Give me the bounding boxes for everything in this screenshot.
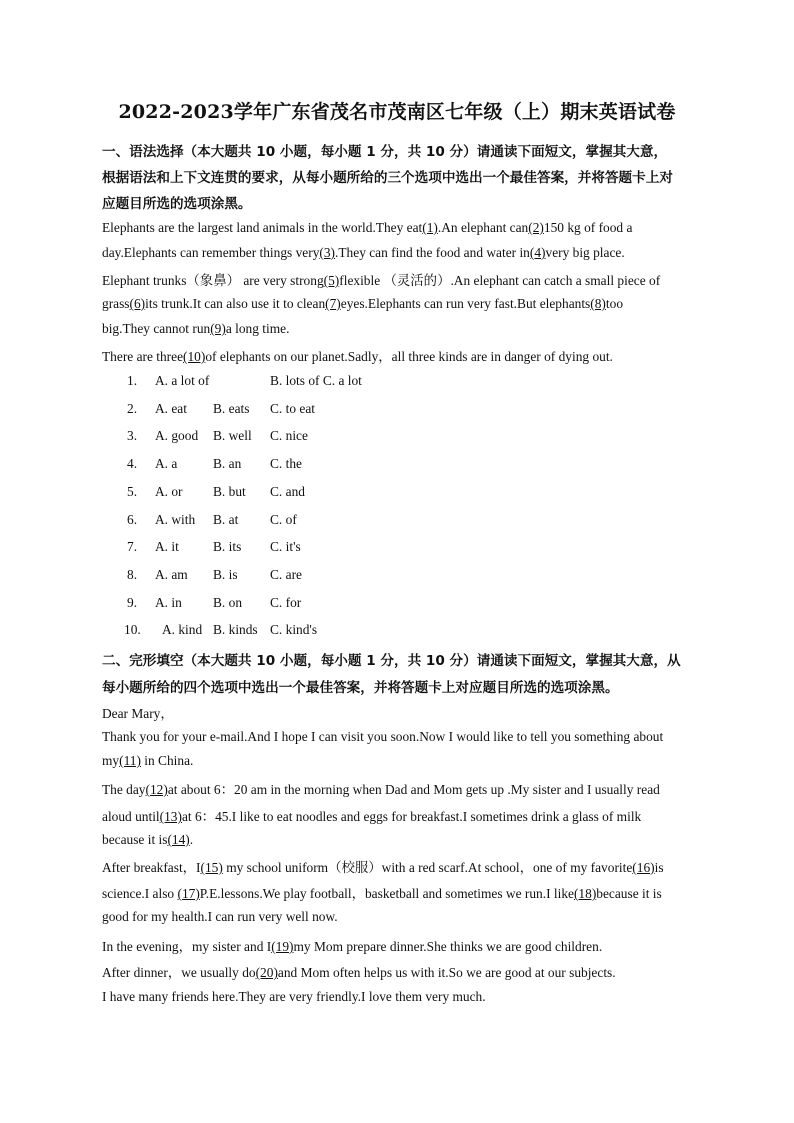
blank-number: (4): [529, 245, 546, 260]
passage-text: at 6：45.I like to eat noodles and eggs for breakfast.I sometimes drink a glass of milk: [181, 809, 642, 824]
passage-text: a long time.: [225, 321, 290, 336]
passage-text: at about 6：20 am in the morning when Dad and Mom gets up .My sister and I usually read: [167, 782, 660, 797]
section1-passage-line: [102, 270, 660, 289]
passage-text: my Mom prepare dinner.She thinks we are good children.: [293, 939, 603, 954]
blank-number: (15): [200, 860, 223, 875]
passage-text: in China.: [140, 753, 194, 768]
option-b: B. kinds: [213, 622, 258, 638]
section2-passage-line: [102, 753, 193, 769]
section1-passage-line: [102, 346, 613, 365]
passage-text: P.E.lessons.We play football，basketball and sometimes we run.I like: [199, 886, 574, 901]
section2-heading-line: 二、完形填空（本大题共 10 小题，每小题 1 分，共 10 分）请通读下面短文，掌握其大意，从: [102, 653, 681, 669]
option-b: B. lots of C. a lot: [270, 373, 362, 388]
option-a: A. or: [155, 483, 183, 499]
section2-passage-line: [102, 779, 660, 798]
passage-text: Dear Mary，: [102, 706, 174, 721]
blank-number: (12): [145, 782, 168, 797]
passage-text: is: [654, 860, 664, 875]
passage-text: Elephant trunks（象鼻） are very strong: [102, 273, 324, 288]
option-a: A. eat: [155, 400, 187, 416]
passage-text: In the evening，my sister and I: [102, 939, 272, 954]
section1-passage-line: [102, 220, 632, 236]
section2-passage-line: [102, 703, 174, 722]
blank-number: (10): [183, 349, 206, 364]
passage-text: .An elephant can: [437, 220, 529, 235]
exam-title: 2022-2023学年广东省茂名市茂南区七年级（上）期末英语试卷: [118, 101, 676, 123]
passage-text: I have many friends here.They are very friendly.I love them very much.: [102, 989, 486, 1004]
option-c: C. it's: [270, 539, 301, 555]
section2-passage-line: [102, 832, 193, 848]
passage-text: 150 kg of food a: [543, 220, 633, 235]
option-number: 7.: [127, 539, 138, 555]
blank-number: (11): [119, 753, 141, 768]
option-number: 4.: [127, 456, 138, 472]
blank-number: (19): [271, 939, 294, 954]
section2-passage-line: [102, 936, 602, 955]
option-c: C. for: [270, 594, 302, 610]
section2-passage-line: [102, 729, 663, 745]
option-c: C. are: [270, 566, 302, 582]
option-number: 1.: [127, 373, 138, 388]
option-b: B. an: [213, 456, 242, 472]
passage-text: day.Elephants can remember things very: [102, 245, 320, 260]
blank-number: (7): [325, 296, 341, 311]
passage-text: science.I also: [102, 886, 178, 901]
option-a: A. am: [155, 566, 188, 582]
section2-passage-line: [102, 962, 616, 981]
passage-text: aloud until: [102, 809, 160, 824]
blank-number: (1): [422, 220, 438, 235]
option-a: A. kind: [162, 622, 203, 638]
section2-passage-line: [102, 857, 664, 876]
option-a: A. good: [155, 428, 199, 444]
passage-text: eyes.Elephants can run very fast.But elephants: [340, 296, 591, 311]
passage-text: Thank you for your e-mail.And I hope I can visit you soon.Now I would like to tell you something about: [102, 729, 664, 744]
blank-number: (9): [210, 321, 226, 336]
passage-text: my: [102, 753, 120, 768]
blank-number: (3): [319, 245, 336, 260]
passage-text: flexible （灵活的）.An elephant can catch a small piece of: [339, 273, 661, 288]
passage-text: too: [605, 296, 624, 311]
option-a: A. a lot of: [155, 373, 210, 388]
passage-text: The day: [102, 782, 146, 797]
option-c: C. of: [270, 511, 297, 527]
option-b: B. but: [213, 483, 246, 499]
option-c: C. and: [270, 483, 305, 499]
option-number: 6.: [127, 511, 138, 527]
passage-text: because it is: [596, 886, 662, 901]
passage-text: big.They cannot run: [102, 321, 211, 336]
section1-heading-line: 应题目所选的选项涂黑。: [102, 196, 252, 212]
section1-heading-line: 一、语法选择（本大题共 10 小题，每小题 1 分，共 10 分）请通读下面短文，掌握其大意，: [102, 144, 668, 160]
passage-text: .They can find the food and water in: [335, 245, 530, 260]
passage-text: After dinner，we usually do: [102, 965, 256, 980]
passage-text: of elephants on our planet.Sadly，all three kinds are in danger of dying out.: [205, 349, 613, 364]
option-c: C. the: [270, 456, 302, 472]
section1-heading-line: 根据语法和上下文连贯的要求，从每小题所给的三个选项中选出一个最佳答案，并将答题卡上对: [102, 170, 673, 186]
option-b: B. eats: [213, 400, 250, 416]
option-number: 9.: [127, 594, 138, 610]
option-a: A. it: [155, 539, 179, 555]
option-b: B. well: [213, 428, 252, 444]
blank-number: (6): [129, 296, 146, 311]
option-c: C. kind's: [270, 622, 318, 638]
passage-text: very big place.: [545, 245, 625, 260]
section2-heading-line: 每小题所给的四个选项中选出一个最佳答案，并将答题卡上对应题目所选的选项涂黑。: [102, 680, 619, 696]
blank-number: (13): [159, 809, 182, 824]
passage-text: and Mom often helps us with it.So we are good at our subjects.: [277, 965, 616, 980]
option-c: C. to eat: [270, 400, 315, 416]
blank-number: (8): [590, 296, 606, 311]
section1-passage-line: [102, 321, 289, 337]
blank-number: (5): [323, 273, 340, 288]
blank-number: (16): [632, 860, 655, 875]
option-b: B. is: [213, 566, 238, 582]
option-b: B. at: [213, 511, 239, 527]
option-a: A. a: [155, 456, 178, 472]
passage-text: Elephants are the largest land animals in the world.They eat: [102, 220, 423, 235]
option-number: 8.: [127, 566, 138, 582]
blank-number: (20): [255, 965, 278, 980]
option-number: 5.: [127, 483, 138, 499]
section1-passage-line: [102, 245, 625, 261]
section2-passage-line: [102, 806, 641, 825]
option-number: 10.: [124, 622, 141, 638]
passage-text: good for my health.I can run very well now.: [102, 909, 338, 924]
passage-text: After breakfast，I: [102, 860, 201, 875]
option-b: B. its: [213, 539, 242, 555]
passage-text: because it is: [102, 832, 168, 847]
section2-passage-line: [102, 883, 662, 902]
section1-passage-line: [102, 296, 623, 312]
passage-text: grass: [102, 296, 130, 311]
blank-number: (17): [177, 886, 200, 901]
option-number: 3.: [127, 428, 138, 444]
option-a: A. in: [155, 594, 182, 610]
option-a: A. with: [155, 511, 196, 527]
option-number: 2.: [127, 400, 138, 416]
passage-text: my school uniform（校服）with a red scarf.At school，one of my favorite: [222, 860, 633, 875]
passage-text: There are three: [102, 349, 184, 364]
section2-passage-line: [102, 909, 338, 925]
blank-number: (18): [573, 886, 597, 901]
passage-text: .: [189, 832, 194, 847]
passage-text: its trunk.It can also use it to clean: [145, 296, 326, 311]
blank-number: (2): [528, 220, 544, 235]
option-b: B. on: [213, 594, 243, 610]
section2-passage-line: [102, 989, 486, 1005]
blank-number: (14): [167, 832, 190, 847]
option-c: C. nice: [270, 428, 308, 444]
